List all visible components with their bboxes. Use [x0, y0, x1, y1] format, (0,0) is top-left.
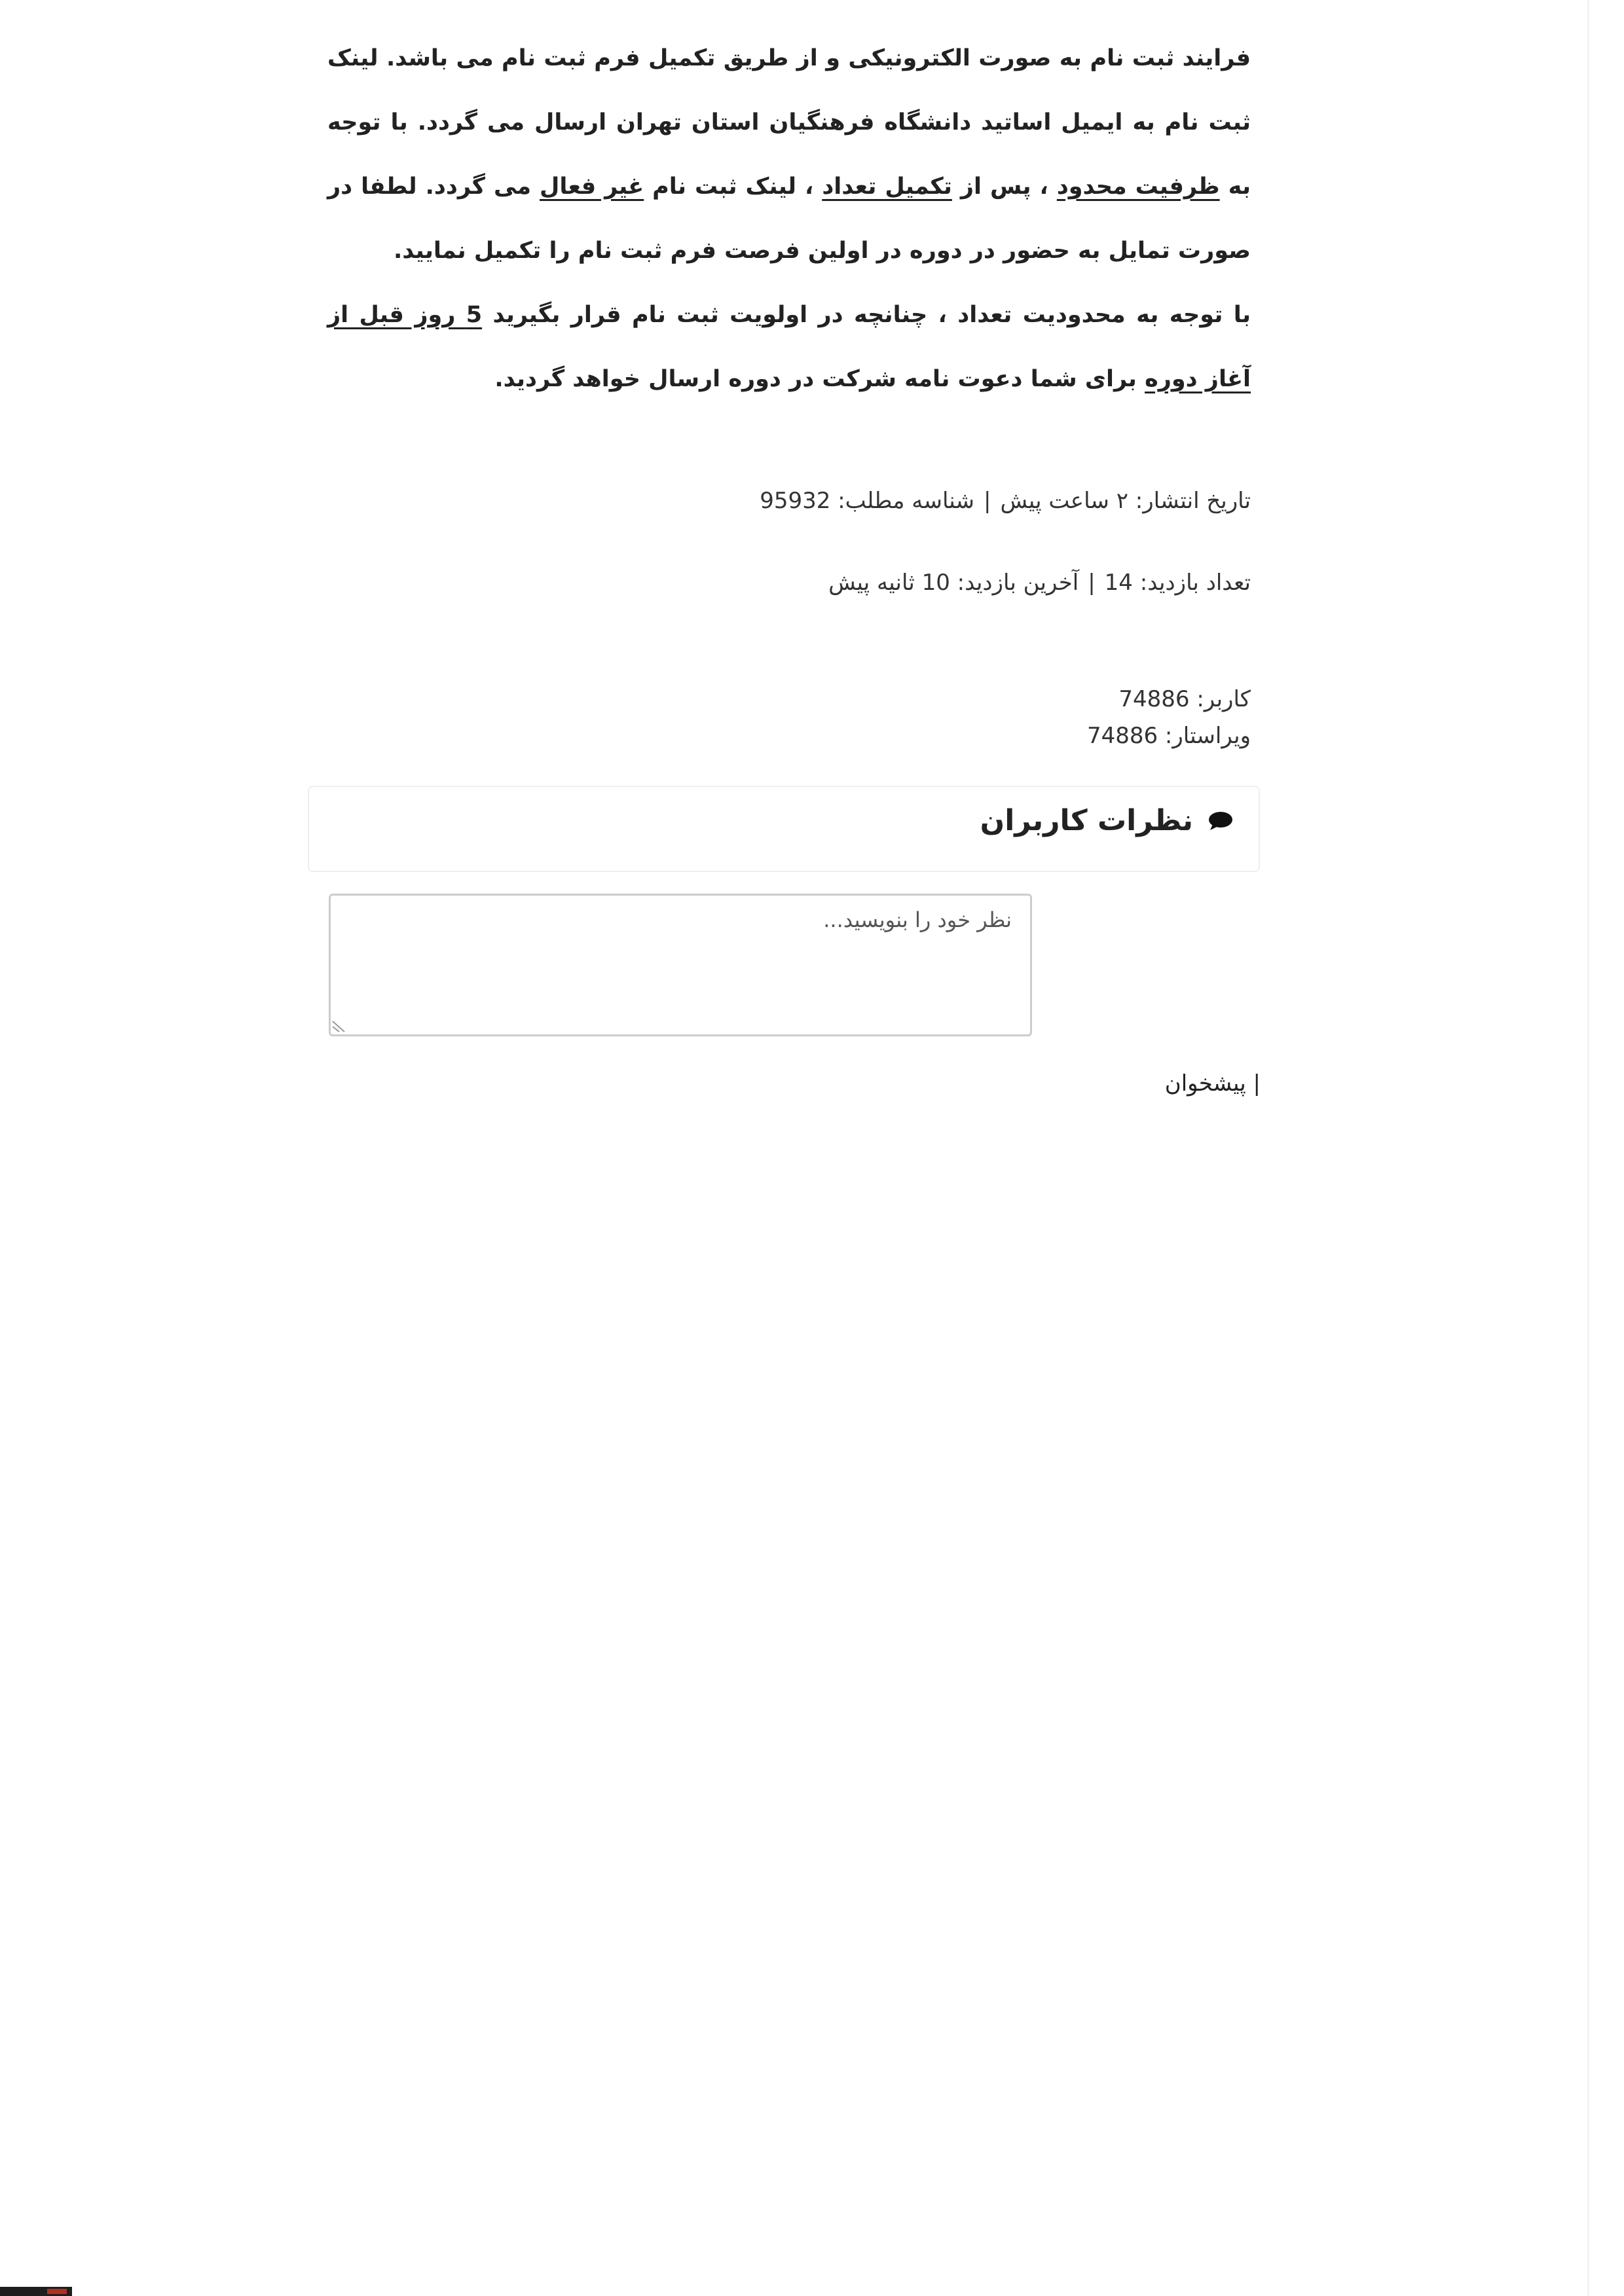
preview-link-row — [1165, 1070, 1261, 1097]
comments-title — [980, 804, 1234, 837]
meta-separator: | — [1088, 570, 1096, 596]
capacity-complete-text: تکمیل تعداد — [822, 173, 952, 200]
scanner-watermark — [0, 2287, 72, 2296]
preview-separator: | — [1253, 1070, 1261, 1097]
author-label: کاربر: 74886 — [1118, 686, 1251, 712]
scanner-watermark-accent — [47, 2289, 67, 2294]
preview-link[interactable]: پیشخوان — [1164, 1070, 1246, 1097]
article-body — [327, 26, 1251, 411]
visit-count: تعداد بازدید: 14 — [1104, 570, 1251, 596]
five-days-before-text: 5 روز قبل از آغاز دوره — [327, 302, 1251, 392]
article-id: شناسه مطلب: 95932 — [760, 488, 975, 514]
comments-title-text: نظرات کاربران — [980, 804, 1193, 837]
chat-bubble-icon — [1208, 811, 1234, 831]
user-info — [1087, 681, 1251, 754]
paragraph-registration — [327, 26, 1251, 283]
scan-edge — [1587, 0, 1589, 2296]
visit-meta — [828, 570, 1251, 596]
para1-text-b: ، پس از — [951, 173, 1057, 200]
meta-separator: | — [984, 488, 991, 514]
paragraph-invitation — [327, 283, 1251, 411]
para2-text-a: با توجه به محدودیت تعداد ، چنانچه در اولویت ثبت نام قرار بگیرید — [482, 302, 1251, 328]
comment-textarea[interactable] — [329, 894, 1032, 1036]
publish-date: تاریخ انتشار: ۲ ساعت پیش — [1000, 488, 1251, 514]
para2-text-b: برای شما دعوت نامه شرکت در دوره ارسال خواهد گردید. — [494, 366, 1145, 392]
editor-label: ویراستار: 74886 — [1086, 723, 1251, 749]
para1-text-d: می گردد. لطفا در صورت تمایل به حضور در دوره در اولین فرصت فرم ثبت نام را تکمیل نمایید. — [327, 173, 1251, 264]
publish-meta — [760, 488, 1251, 514]
last-visit: آخرین بازدید: 10 ثانیه پیش — [828, 570, 1079, 596]
inactive-text: غیر فعال — [540, 173, 644, 200]
para1-text-c: ، لینک ثبت نام — [644, 173, 822, 200]
comments-header — [308, 786, 1260, 872]
resize-handle-icon[interactable] — [331, 1016, 348, 1033]
para1-text-a: فرایند ثبت نام به صورت الکترونیکی و از طریق تکمیل فرم ثبت نام می باشد. لینک ثبت نام به ایمیل اساتید دانشگاه فرهنگیان استان تهران ارسال می گردد. با توجه به — [327, 45, 1251, 200]
limited-capacity-text: ظرفیت محدود — [1056, 173, 1220, 200]
